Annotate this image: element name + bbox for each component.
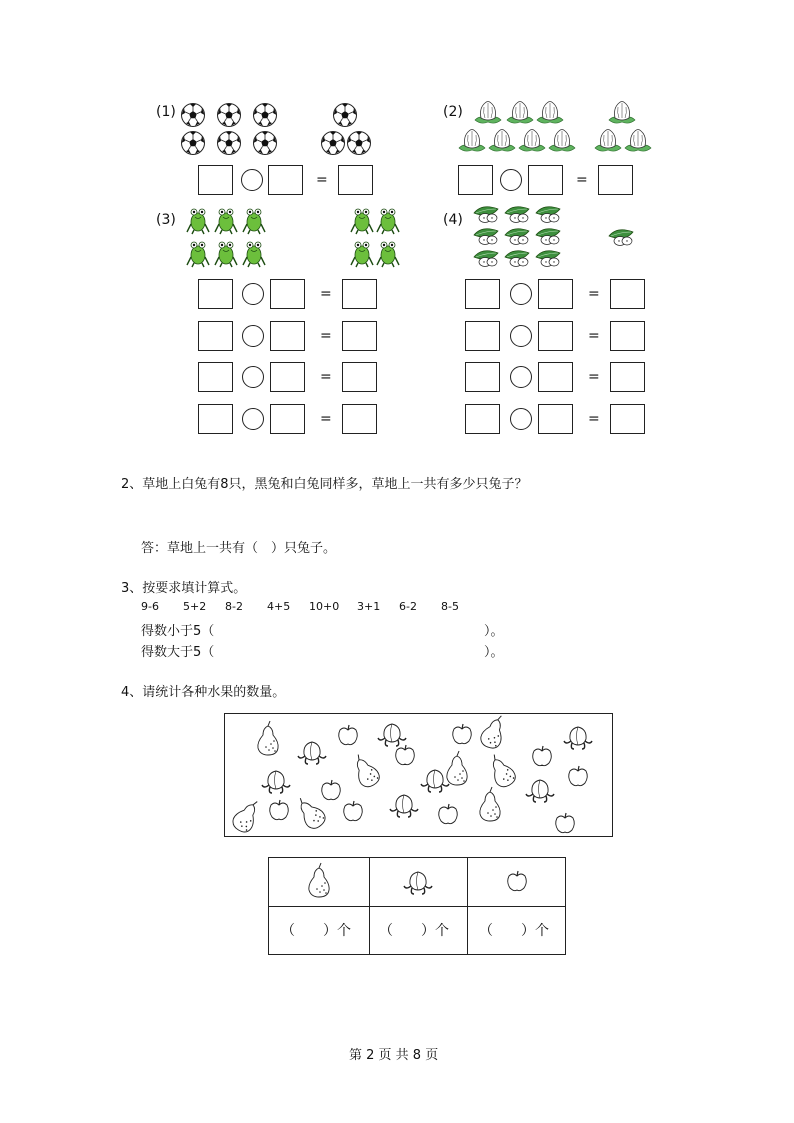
expression: 9-6	[141, 600, 159, 613]
expression: 5+2	[183, 600, 207, 613]
equals-sign: =	[316, 172, 328, 188]
equals-sign: =	[588, 369, 600, 385]
apple-count-blank[interactable]: （ ）个	[479, 923, 549, 939]
pear-icon	[319, 882, 320, 883]
equals-sign: =	[588, 328, 600, 344]
equals-sign: =	[588, 286, 600, 302]
part-label-4: (4)	[443, 212, 463, 228]
page-footer: 第 2 页 共 8 页	[349, 1048, 439, 1063]
expression: 3+1	[357, 600, 381, 613]
problem-2-answer: 答：草地上一共有（ ）只兔子。	[141, 541, 337, 556]
expression: 8-2	[225, 600, 243, 613]
part-label-3: (3)	[156, 212, 176, 228]
expression: 10+0	[309, 600, 340, 613]
equals-sign: =	[320, 369, 332, 385]
equals-sign: =	[588, 411, 600, 427]
problem-3-question: 3、按要求填计算式。	[121, 581, 247, 596]
part-label-1: (1)	[156, 104, 176, 120]
part-label-2: (2)	[443, 104, 463, 120]
less-than-five-suffix: ）。	[484, 624, 504, 639]
less-than-five-prefix: 得数小于5（	[141, 624, 215, 639]
problem-4-question: 4、请统计各种水果的数量。	[121, 685, 286, 700]
equals-sign: =	[576, 172, 588, 188]
peach-count-blank[interactable]: （ ）个	[379, 923, 449, 939]
apple-icon	[517, 882, 518, 883]
pear-count-blank[interactable]: （ ）个	[281, 923, 351, 939]
greater-than-five-suffix: ）。	[484, 645, 504, 660]
greater-than-five-prefix: 得数大于5（	[141, 645, 215, 660]
equals-sign: =	[320, 411, 332, 427]
problem-2-question: 2、草地上白兔有8只，黑兔和白兔同样多，草地上一共有多少只兔子？	[121, 477, 528, 492]
expression: 8-5	[441, 600, 459, 613]
expression: 6-2	[399, 600, 417, 613]
fruit-count-table	[268, 857, 566, 955]
peach-icon	[418, 882, 419, 883]
equals-sign: =	[320, 328, 332, 344]
expression: 4+5	[267, 600, 291, 613]
equals-sign: =	[320, 286, 332, 302]
